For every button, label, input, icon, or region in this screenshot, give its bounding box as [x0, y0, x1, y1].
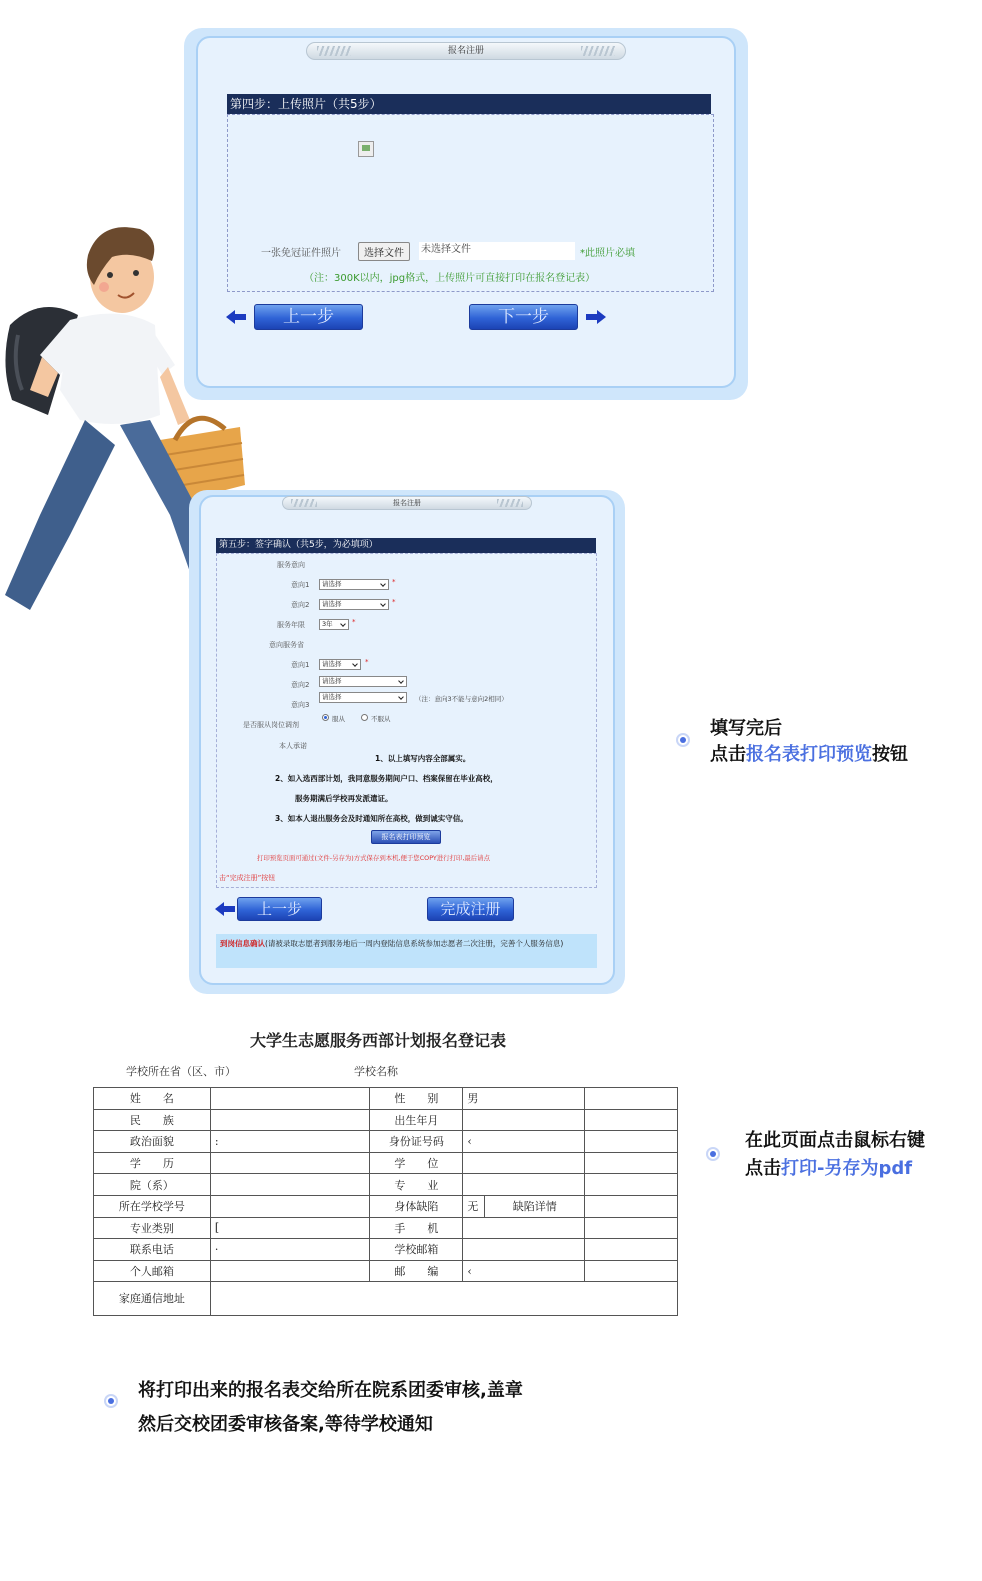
promise-1: 1、以上填写内容全部属实。 [375, 754, 471, 763]
promise-label: 本人承诺 [279, 742, 307, 750]
obey-yes-radio[interactable] [322, 714, 329, 721]
field-label: 民 族 [94, 1109, 211, 1131]
bullet-icon [676, 733, 690, 747]
arrival-info-title: 到岗信息确认 [220, 939, 265, 948]
field-value [585, 1152, 678, 1174]
callout-line: 将打印出来的报名表交给所在院系团委审核,盖章 [138, 1380, 523, 1401]
required-mark: * [352, 618, 356, 626]
school-name-label: 学校名称 [354, 1065, 398, 1078]
years-select[interactable]: 3年 [319, 619, 349, 630]
required-mark: * [365, 658, 369, 666]
address-label: 家庭通信地址 [94, 1282, 211, 1316]
prov3-label: 意向3 [291, 701, 310, 709]
school-province-label: 学校所在省（区、市） [126, 1065, 236, 1078]
print-note-line1: 打印预览页面可通过(文件-另存为)方式保存到本机,便于您COPY进行打印,最后请点 [257, 854, 490, 862]
callout-line: 在此页面点击鼠标右键 [745, 1130, 925, 1151]
prov1-label: 意向1 [291, 661, 310, 669]
table-row [94, 1195, 678, 1217]
print-note-line2: 击“完成注册”按钮 [219, 874, 276, 882]
prov3-select[interactable]: 请选择 [319, 692, 407, 703]
table-row [94, 1239, 678, 1261]
panel-tab-title: 报名注册 [393, 499, 421, 507]
service-intent-label: 服务意向 [277, 561, 305, 569]
field-value: : [210, 1131, 370, 1153]
field-value: ‹ [463, 1260, 585, 1282]
table-row [94, 1088, 678, 1110]
field-label: 身份证号码 [370, 1131, 463, 1153]
required-mark: * [392, 578, 396, 586]
field-label: 学 位 [370, 1152, 463, 1174]
field-label: 学校邮箱 [370, 1239, 463, 1261]
field-value [585, 1239, 678, 1261]
registration-table [93, 1087, 678, 1316]
callout-line: 点击打印-另存为pdf [745, 1158, 913, 1179]
bullet-icon [706, 1147, 720, 1161]
registration-panel-step4 [184, 28, 748, 400]
next-step-button[interactable]: 下一步 [469, 304, 578, 330]
prov1-select[interactable]: 请选择 [319, 659, 361, 670]
years-label: 服务年限 [277, 621, 305, 629]
field-value [210, 1174, 370, 1196]
prov2-select[interactable]: 请选择 [319, 676, 407, 687]
obey-yes-label: 服从 [332, 715, 345, 723]
field-value: ‹ [463, 1131, 585, 1153]
field-value [585, 1195, 678, 1217]
callout-highlight: 报名表打印预览 [746, 744, 872, 765]
photo-placeholder-icon [358, 141, 374, 157]
field-label: 所在学校学号 [94, 1195, 211, 1217]
arrival-info-bar [216, 934, 597, 968]
field-label: 专 业 [370, 1174, 463, 1196]
field-label: 姓 名 [94, 1088, 211, 1110]
required-mark: * [392, 598, 396, 606]
field-value [463, 1109, 585, 1131]
field-label: 专业类别 [94, 1217, 211, 1239]
prov-note: （注：意向3不能与意向2相同） [415, 695, 508, 703]
field-value [463, 1217, 585, 1239]
callout-line: 填写完后 [710, 718, 782, 739]
callout-fill-done [710, 716, 908, 768]
panel-tab-strip [306, 42, 626, 60]
field-value [585, 1109, 678, 1131]
field-value [463, 1152, 585, 1174]
prev-step-button[interactable]: 上一步 [254, 304, 363, 330]
field-value [210, 1109, 370, 1131]
callout-line: 然后交校团委审核备案,等待学校通知 [138, 1414, 433, 1435]
prev-step-button[interactable]: 上一步 [237, 897, 322, 921]
field-label: 院（系） [94, 1174, 211, 1196]
table-row [94, 1260, 678, 1282]
field-label: 手 机 [370, 1217, 463, 1239]
photo-label: 一张免冠证件照片 [261, 248, 341, 259]
callout-submit-form [138, 1374, 523, 1442]
address-value [210, 1282, 677, 1316]
step-title-bar: 第四步：上传照片（共5步） [227, 94, 711, 114]
field-label: 联系电话 [94, 1239, 211, 1261]
field-label: 出生年月 [370, 1109, 463, 1131]
field-value [585, 1260, 678, 1282]
obey-no-radio[interactable] [361, 714, 368, 721]
print-preview-button[interactable]: 报名表打印预览 [371, 830, 441, 844]
table-row [94, 1282, 678, 1316]
finish-registration-button[interactable]: 完成注册 [427, 897, 514, 921]
intent1-label: 意向1 [291, 581, 310, 589]
arrow-left-icon [215, 902, 235, 916]
file-state-field: 未选择文件 [419, 242, 575, 260]
field-label: 个人邮箱 [94, 1260, 211, 1282]
field-value [585, 1131, 678, 1153]
obey-label: 是否服从岗位调剂 [243, 721, 299, 729]
intent2-label: 意向2 [291, 601, 310, 609]
callout-line: 点击报名表打印预览按钮 [710, 744, 908, 765]
prov2-label: 意向2 [291, 681, 310, 689]
field-label: 学 历 [94, 1152, 211, 1174]
field-label: 性 别 [370, 1088, 463, 1110]
callout-right-click [745, 1127, 925, 1183]
table-row [94, 1109, 678, 1131]
bullet-icon [104, 1394, 118, 1408]
upload-box [227, 114, 714, 292]
field-value [463, 1239, 585, 1261]
field-value [210, 1195, 370, 1217]
field-label: 身体缺陷 [370, 1195, 463, 1217]
promise-2b: 服务期满后学校再发派遣证。 [295, 794, 393, 803]
field-value: 无 [463, 1195, 485, 1217]
step-title-bar: 第五步：签字确认（共5步，为必填项） [216, 538, 596, 553]
table-row [94, 1152, 678, 1174]
arrival-info-text: (请被录取志愿者到服务地后一周内登陆信息系统参加志愿者二次注册，完善个人服务信息) [265, 939, 564, 948]
panel-tab-strip [282, 496, 532, 510]
field-value [585, 1088, 678, 1110]
field-value [210, 1260, 370, 1282]
arrow-right-icon [586, 310, 606, 324]
field-label: 缺陷详情 [485, 1195, 585, 1217]
promise-2: 2、如入选西部计划，我同意服务期间户口、档案保留在毕业高校， [275, 774, 498, 783]
photo-format-note: （注：300K以内，jpg格式，上传照片可直接打印在报名登记表） [304, 273, 596, 284]
choose-file-button[interactable]: 选择文件 [358, 242, 410, 261]
form-title: 大学生志愿服务西部计划报名登记表 [250, 1031, 507, 1050]
table-row [94, 1217, 678, 1239]
callout-highlight: 打印-另存为pdf [781, 1158, 913, 1179]
province-intent-label: 意向服务省 [269, 641, 304, 649]
table-row [94, 1131, 678, 1153]
field-value: 男 [463, 1088, 585, 1110]
field-label: 政治面貌 [94, 1131, 211, 1153]
field-value: · [210, 1239, 370, 1261]
field-value [585, 1174, 678, 1196]
field-value [210, 1152, 370, 1174]
table-row [94, 1174, 678, 1196]
field-value: [ [210, 1217, 370, 1239]
intent2-select[interactable]: 请选择 [319, 599, 389, 610]
promise-3: 3、如本人退出服务会及时通知所在高校，做到诚实守信。 [275, 814, 468, 823]
field-label: 邮 编 [370, 1260, 463, 1282]
photo-required-note: *此照片必填 [580, 248, 635, 259]
field-value [463, 1174, 585, 1196]
intent1-select[interactable]: 请选择 [319, 579, 389, 590]
registration-panel-step5 [189, 490, 625, 994]
obey-no-label: 不服从 [371, 715, 391, 723]
panel-tab-title: 报名注册 [447, 46, 484, 56]
field-value [210, 1088, 370, 1110]
field-value [585, 1217, 678, 1239]
